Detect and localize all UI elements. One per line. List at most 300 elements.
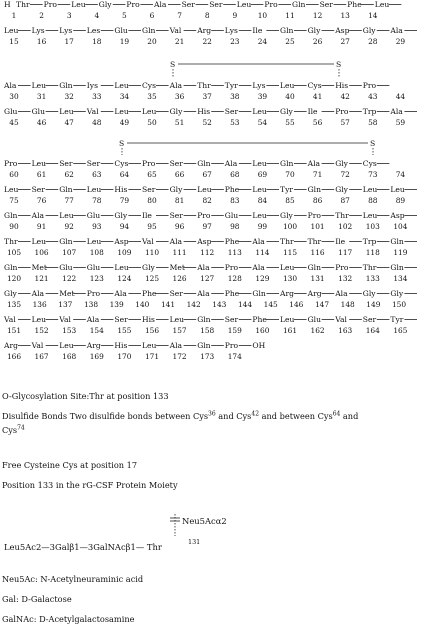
residue-number: 172 [172, 352, 187, 361]
residue-number: 163 [338, 326, 353, 335]
residue-number: 42 [340, 92, 350, 101]
residue: Ala [224, 159, 238, 168]
residue-number: 13 [340, 11, 350, 20]
residue: Gly [114, 211, 128, 220]
residue-number: 64 [119, 170, 130, 179]
residue-number: 40 [285, 92, 295, 101]
residue: Ser [362, 315, 377, 324]
residue-number: 71 [312, 170, 323, 179]
residue: Ala [390, 26, 403, 35]
residue-number: 101 [310, 222, 325, 231]
residue: Pro [264, 0, 278, 9]
residue: Val [169, 26, 182, 35]
residue-number: 154 [89, 326, 104, 335]
residue-number: 113 [227, 248, 242, 257]
residue-number: 12 [312, 11, 323, 20]
residue-number: 84 [257, 196, 268, 205]
residue: Tyr [390, 315, 404, 324]
residue: Trp [362, 107, 377, 116]
residue-number: 82 [202, 196, 212, 205]
residue-number: 34 [119, 92, 130, 101]
residue: Asp [390, 211, 405, 220]
residue-number: 62 [64, 170, 74, 179]
residue-number: 97 [202, 222, 212, 231]
residue: His [197, 107, 211, 116]
residue: Gly [98, 0, 112, 9]
residue: Leu [252, 107, 267, 116]
residue-number: 145 [263, 300, 278, 309]
residue-number: 49 [119, 118, 130, 127]
residue-number: 107 [62, 248, 77, 257]
residue: Thr [280, 237, 294, 246]
residue-number: 61 [36, 170, 47, 179]
residue-number: 129 [255, 274, 270, 283]
residue-number: 155 [117, 326, 132, 335]
residue: Glu [307, 315, 321, 324]
residue-number: 39 [257, 92, 268, 101]
residue-number: 68 [230, 170, 240, 179]
residue: Gly [390, 289, 404, 298]
residue: Pro [362, 81, 377, 90]
residue-number: 128 [227, 274, 242, 283]
residue: Pro [142, 159, 156, 168]
residue-number: 162 [310, 326, 325, 335]
residue-number: 94 [119, 222, 130, 231]
residue-number: 126 [172, 274, 187, 283]
residue: Ala [31, 289, 45, 298]
residue-number: 17 [64, 37, 74, 46]
residue: Leu [71, 0, 86, 9]
residue-number: 30 [9, 92, 19, 101]
residue: Arg [197, 26, 212, 35]
residue: Gly [280, 107, 293, 116]
residue: Thr [4, 237, 18, 246]
residue: Ser [169, 211, 183, 220]
residue: His [142, 315, 155, 324]
residue: Gln [390, 263, 404, 272]
residue-number: 93 [92, 222, 102, 231]
residue-number: 23 [230, 37, 240, 46]
residue: Arg [4, 341, 18, 350]
residue-number: 144 [237, 300, 253, 309]
residue: Glu [59, 263, 73, 272]
residue-number: 104 [393, 222, 408, 231]
residue-number: 83 [230, 196, 240, 205]
residue-number: 102 [338, 222, 353, 231]
disulfide-s-right-bottom: S [370, 139, 376, 148]
residue-number: 90 [9, 222, 19, 231]
residue-number: 147 [314, 300, 330, 309]
residue-number: 16 [36, 37, 47, 46]
residue: Cys [307, 81, 322, 90]
residue-number: 31 [36, 92, 47, 101]
glycan-branch: Neu5Acα2 [182, 516, 227, 526]
residue-number: 121 [34, 274, 49, 283]
residue-number: 38 [230, 92, 240, 101]
residue-number: 45 [9, 118, 19, 127]
residue-number: 153 [62, 326, 77, 335]
residue: Pro [224, 341, 239, 350]
residue: Gln [280, 26, 294, 35]
residue-number: 35 [147, 92, 157, 101]
residue: Pro [335, 107, 349, 116]
residue-number: 36 [174, 92, 185, 101]
residue-number: 95 [147, 222, 157, 231]
residue: Gln [4, 263, 18, 272]
residue: Leu [169, 315, 185, 324]
residue-number: 135 [6, 300, 22, 309]
legend-neu5ac: Neu5Ac: N-Acetylneuraminic acid [2, 574, 144, 584]
residue-number: 125 [144, 274, 160, 283]
residue-number: 69 [257, 170, 268, 179]
residue-number: 105 [6, 248, 22, 257]
residue-number: 174 [227, 352, 242, 361]
residue-number: 78 [92, 196, 102, 205]
residue: Gln [292, 0, 306, 9]
residue-number: 77 [64, 196, 74, 205]
residue-number: 149 [366, 300, 381, 309]
residue-number: 100 [282, 222, 298, 231]
residue: Ser [59, 159, 73, 168]
residue-number: 6 [149, 11, 155, 20]
residue-number: 8 [204, 11, 210, 20]
residue-number: 117 [338, 248, 353, 257]
residue-number: 52 [202, 118, 212, 127]
residue-number: 157 [172, 326, 187, 335]
residue: Leu [252, 211, 267, 220]
cys64-sup: 64 [332, 410, 341, 418]
residue: Ser [169, 159, 183, 168]
disulfide-note [2, 409, 428, 437]
residue: Arg [307, 289, 322, 298]
residue: Leu [114, 107, 129, 116]
residue: Ala [197, 289, 210, 298]
residue: Ala [86, 315, 100, 324]
residue-number: 33 [92, 92, 102, 101]
residue-number: 74 [395, 170, 406, 179]
residue: Ser [86, 159, 101, 168]
residue-number: 85 [285, 196, 295, 205]
residue: Lys [59, 26, 73, 35]
residue-number: 46 [36, 118, 47, 127]
residue-number: 132 [338, 274, 353, 283]
residue-number: 106 [34, 248, 49, 257]
residue: Leu [86, 185, 102, 194]
residue: Ile [335, 237, 346, 246]
residue-number: 9 [232, 11, 238, 20]
residue: Val [86, 107, 99, 116]
residue: Ser [224, 107, 239, 116]
residue-number: 29 [395, 37, 406, 46]
residue: Ser [209, 0, 223, 9]
cys36-sup: 36 [208, 410, 216, 418]
residue: Gln [307, 263, 321, 272]
c-terminus-label: OH [252, 341, 266, 350]
residue: Pro [43, 0, 57, 9]
residue: Met [31, 263, 47, 272]
residue-number: 156 [144, 326, 160, 335]
residue: Ala [390, 107, 403, 116]
residue: Gln [4, 211, 18, 220]
residue-number: 159 [227, 326, 242, 335]
residue: Gly [362, 26, 376, 35]
residue: Ser [114, 315, 128, 324]
residue-number: 32 [64, 92, 74, 101]
residue-number: 57 [340, 118, 350, 127]
residue-number: 47 [64, 118, 74, 127]
residue: Leu [142, 107, 157, 116]
glycan-chain: Leu5Ac2—3Galβ1—3GalNAcβ1— Thr [4, 542, 162, 552]
residue-number: 98 [230, 222, 240, 231]
residue-number: 56 [312, 118, 323, 127]
residue-number: 51 [174, 118, 185, 127]
residue: Ala [31, 211, 45, 220]
residue: Leu [252, 159, 267, 168]
residue-number: 21 [174, 37, 185, 46]
residue-number: 108 [89, 248, 104, 257]
residue-number: 48 [92, 118, 102, 127]
residue-number: 160 [255, 326, 270, 335]
residue: Leu [390, 185, 405, 194]
residue-number: 28 [368, 37, 378, 46]
free-cysteine-note: Free Cysteine Cys at position 17 [2, 460, 138, 470]
residue-number: 14 [368, 11, 378, 20]
residue-number: 65 [147, 170, 157, 179]
residue: His [114, 341, 128, 350]
sequence-rows [3, 0, 417, 361]
residue-number: 151 [6, 326, 22, 335]
residue: Met [169, 263, 185, 272]
residue: Glu [86, 211, 101, 220]
residue-number: 134 [393, 274, 408, 283]
residue-number: 20 [147, 37, 157, 46]
residue-number: 58 [368, 118, 378, 127]
residue-number: 53 [230, 118, 240, 127]
residue-number: 115 [282, 248, 298, 257]
residue-number: 60 [9, 170, 19, 179]
residue-number: 63 [92, 170, 102, 179]
residue: Leu [31, 237, 47, 246]
residue: Gln [59, 81, 73, 90]
residue-number: 72 [340, 170, 350, 179]
residue: Leu [31, 315, 47, 324]
residue-number: 37 [202, 92, 212, 101]
residue: Asp [335, 26, 350, 35]
glycan-structure [4, 514, 227, 552]
residue-number: 70 [285, 170, 295, 179]
residue: Ala [335, 289, 348, 298]
residue-number: 130 [282, 274, 298, 283]
residue: Met [59, 289, 75, 298]
disulfide-text-5: Cys [2, 425, 18, 435]
residue-number: 161 [282, 326, 298, 335]
residue: Phe [252, 315, 267, 324]
residue-number: 67 [202, 170, 212, 179]
residue-number: 171 [144, 352, 160, 361]
disulfide-text-4: and [340, 411, 359, 421]
residue-number: 123 [89, 274, 104, 283]
residue: Gln [59, 185, 73, 194]
residue: Leu [374, 0, 390, 9]
disulfide-text-1: Disulfide Bonds Two disulfide bonds between Cys [2, 411, 209, 421]
residue-number: 22 [202, 37, 212, 46]
residue: Val [31, 341, 44, 350]
residue: Asp [114, 237, 129, 246]
residue: Thr [335, 211, 349, 220]
residue-number: 140 [135, 300, 150, 309]
residue: Leu [142, 341, 157, 350]
residue: Gln [280, 159, 294, 168]
residue-number: 170 [117, 352, 132, 361]
residue: Gln [197, 159, 211, 168]
residue: Iys [86, 81, 98, 90]
residue: His [335, 81, 349, 90]
residue: Ile [307, 107, 318, 116]
residue: Phe [224, 185, 240, 194]
residue-number: 92 [64, 222, 74, 231]
residue-number: 167 [34, 352, 49, 361]
residue: Thr [307, 237, 322, 246]
residue-number: 76 [36, 196, 47, 205]
residue-number: 44 [395, 92, 406, 101]
residue: Ser [319, 0, 333, 9]
residue: Ser [142, 185, 156, 194]
cys74-sup: 74 [17, 424, 25, 432]
residue: Lys [31, 26, 45, 35]
residue-number: 142 [186, 300, 201, 309]
residue-number: 7 [177, 11, 182, 20]
residue: Ile [142, 211, 152, 220]
residue-number: 166 [6, 352, 22, 361]
residue: Pro [307, 211, 321, 220]
residue: Pro [224, 263, 239, 272]
residue-number: 99 [257, 222, 268, 231]
residue-number: 19 [119, 37, 130, 46]
residue-number: 26 [312, 37, 323, 46]
residue-number: 81 [174, 196, 185, 205]
residue: Cys [142, 81, 156, 90]
cys42-sup: 42 [251, 410, 260, 418]
residue-number: 120 [6, 274, 22, 283]
residue: Gln [197, 341, 211, 350]
residue-number: 1 [11, 11, 17, 20]
residue: Arg [280, 289, 294, 298]
residue: His [114, 185, 128, 194]
residue-number: 152 [34, 326, 49, 335]
residue-number: 96 [174, 222, 185, 231]
residue: Leu [4, 26, 19, 35]
glycan-thr-position: 131 [188, 538, 201, 546]
residue-number: 112 [200, 248, 215, 257]
residue: Leu [59, 341, 74, 350]
residue-number: 50 [147, 118, 157, 127]
residue-number: 148 [340, 300, 355, 309]
residue: Ala [169, 81, 183, 90]
residue-number: 143 [212, 300, 227, 309]
residue-number: 111 [172, 248, 187, 257]
residue: Gly [280, 211, 293, 220]
residue: Gln [142, 26, 156, 35]
residue-number: 116 [310, 248, 325, 257]
residue-number: 10 [257, 11, 268, 20]
residue: Gly [362, 289, 376, 298]
residue-number: 75 [9, 196, 19, 205]
residue-number: 27 [340, 37, 350, 46]
residue: Lys [252, 81, 266, 90]
disulfide-text-3: and between Cys [259, 411, 333, 421]
residue: Leu [114, 81, 129, 90]
residue-number: 139 [109, 300, 124, 309]
residue: Cys [114, 159, 129, 168]
residue: Lys [224, 26, 238, 35]
residue: Pro [335, 263, 349, 272]
residue: Gly [4, 289, 17, 298]
residue-number: 124 [117, 274, 132, 283]
residue: Leu [114, 263, 129, 272]
legend-gal: Gal: D-Galactose [2, 594, 72, 604]
residue: Ala [154, 0, 167, 9]
residue: Gly [307, 26, 321, 35]
residue: Ser [31, 185, 45, 194]
residue-number: 11 [285, 11, 295, 20]
residue-number: 137 [58, 300, 73, 309]
residue-number: 66 [174, 170, 185, 179]
residue: Gly [335, 159, 348, 168]
residue-number: 73 [368, 170, 378, 179]
residue: Gln [390, 237, 404, 246]
residue-number: 168 [62, 352, 77, 361]
residue: Trp [362, 237, 377, 246]
residue: Leu [59, 211, 74, 220]
residue: Les [86, 26, 101, 35]
n-terminus-label: H [4, 0, 11, 9]
residue: Phe [347, 0, 362, 9]
residue: Leu [86, 237, 102, 246]
disulfide-text-2: and Cys [215, 411, 252, 421]
residue-number: 54 [257, 118, 268, 127]
residue-number: 122 [62, 274, 77, 283]
residue-number: 158 [200, 326, 215, 335]
residue: Arg [86, 341, 101, 350]
residue-number: 79 [119, 196, 130, 205]
residue-number: 80 [147, 196, 157, 205]
residue: Leu [236, 0, 252, 9]
residue: Ala [252, 237, 265, 246]
residue: Thr [362, 263, 377, 272]
residue: Phe [142, 289, 157, 298]
residue-number: 110 [144, 248, 160, 257]
residue-number: 43 [368, 92, 378, 101]
residue-number: 91 [36, 222, 47, 231]
residue: Ser [224, 315, 239, 324]
residue: Ala [4, 81, 17, 90]
residue-number: 24 [257, 37, 268, 46]
residue: Glu [31, 107, 45, 116]
residue-number: 150 [391, 300, 407, 309]
residue: Gln [252, 289, 266, 298]
residue: Leu [280, 315, 295, 324]
residue: Tyr [224, 81, 238, 90]
residue-number: 15 [9, 37, 19, 46]
residue: Tyr [280, 185, 293, 194]
residue-number: 89 [395, 196, 406, 205]
residue: Leu [280, 263, 295, 272]
residue: Glu [86, 263, 101, 272]
disulfide-s-left-bottom: S [119, 139, 125, 148]
residue: Leu [59, 107, 74, 116]
residue: Ala [307, 159, 321, 168]
residue-number: 138 [83, 300, 99, 309]
